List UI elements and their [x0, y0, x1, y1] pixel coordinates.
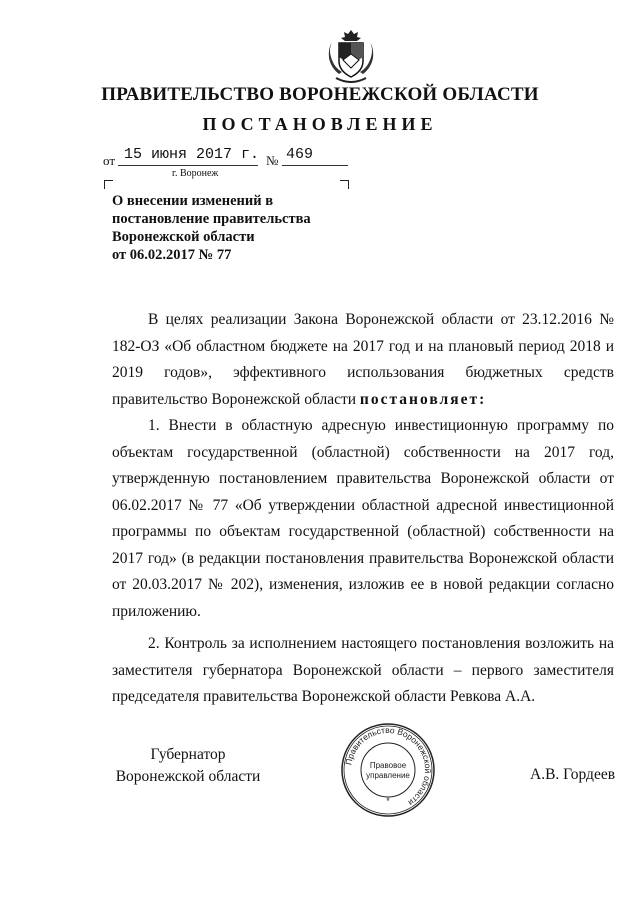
city-label: г. Воронеж	[172, 168, 219, 179]
subject-line: О внесении изменений в	[112, 193, 274, 209]
stamp-center-line: Правовое	[369, 761, 407, 770]
number-prefix: №	[266, 153, 279, 168]
stamp-center-line: управление	[366, 771, 410, 780]
svg-text:*: *	[386, 796, 390, 806]
date-prefix: от	[103, 153, 116, 168]
intro-text: В целях реализации Закона Воронежской области от 23.12.2016 № 182-ОЗ «Об областном бюджете на 2017 год и на плановый период 2018 и 2019 годов», эффективного использования бюджетных средств правительство Воронежской области	[112, 311, 614, 408]
signatory-title-line: Губернатор	[150, 746, 226, 763]
left-corner-mark	[104, 180, 113, 189]
subject-line: от 06.02.2017 № 77	[112, 247, 232, 263]
subject-line: постановление правительства	[112, 211, 311, 227]
subject-block	[112, 192, 342, 264]
organization-name: ПРАВИТЕЛЬСТВО ВОРОНЕЖСКОЙ ОБЛАСТИ	[101, 84, 539, 105]
document-body	[112, 307, 614, 711]
item-2-paragraph: 2. Контроль за исполнением настоящего постановления возложить на заместителя губернатора Воронежской области – первого заместителя председателя правительства Воронежской области Ревкова А.А.	[112, 635, 614, 705]
signatory-name: А.В. Гордеев	[530, 766, 616, 783]
official-stamp-icon	[340, 722, 436, 818]
item-1-paragraph: 1. Внести в областную адресную инвестиционную программу по объектам государственной (областной) собственности на 2017 год, утвержденную постановлением правительства Воронежской области от 06.02.2017 № 77 «Об утверждении областной адресной инвестиционной программы по объектам государственной (областной) собственности на 2017 год» (в редакции постановления правительства Воронежской области от 20.03.2017 № 202), изменения, изложив ее в новой редакции согласно приложению.	[112, 417, 614, 620]
number-value: 469	[286, 146, 314, 163]
document-type: ПОСТАНОВЛЕНИЕ	[202, 114, 438, 134]
right-corner-mark	[340, 180, 349, 189]
number-underline	[282, 165, 348, 166]
signatory-title	[108, 744, 268, 788]
date-value: 15 июня 2017 г.	[124, 146, 260, 163]
resolves-word: постановляет:	[359, 390, 487, 408]
date-underline	[118, 165, 258, 166]
stamp-ring-text: Правительство Воронежской области	[343, 724, 434, 808]
intro-paragraph	[112, 307, 614, 413]
subject-line: Воронежской области	[112, 229, 255, 245]
signatory-title-line: Воронежской области	[115, 768, 261, 785]
coat-of-arms-icon	[326, 28, 376, 86]
